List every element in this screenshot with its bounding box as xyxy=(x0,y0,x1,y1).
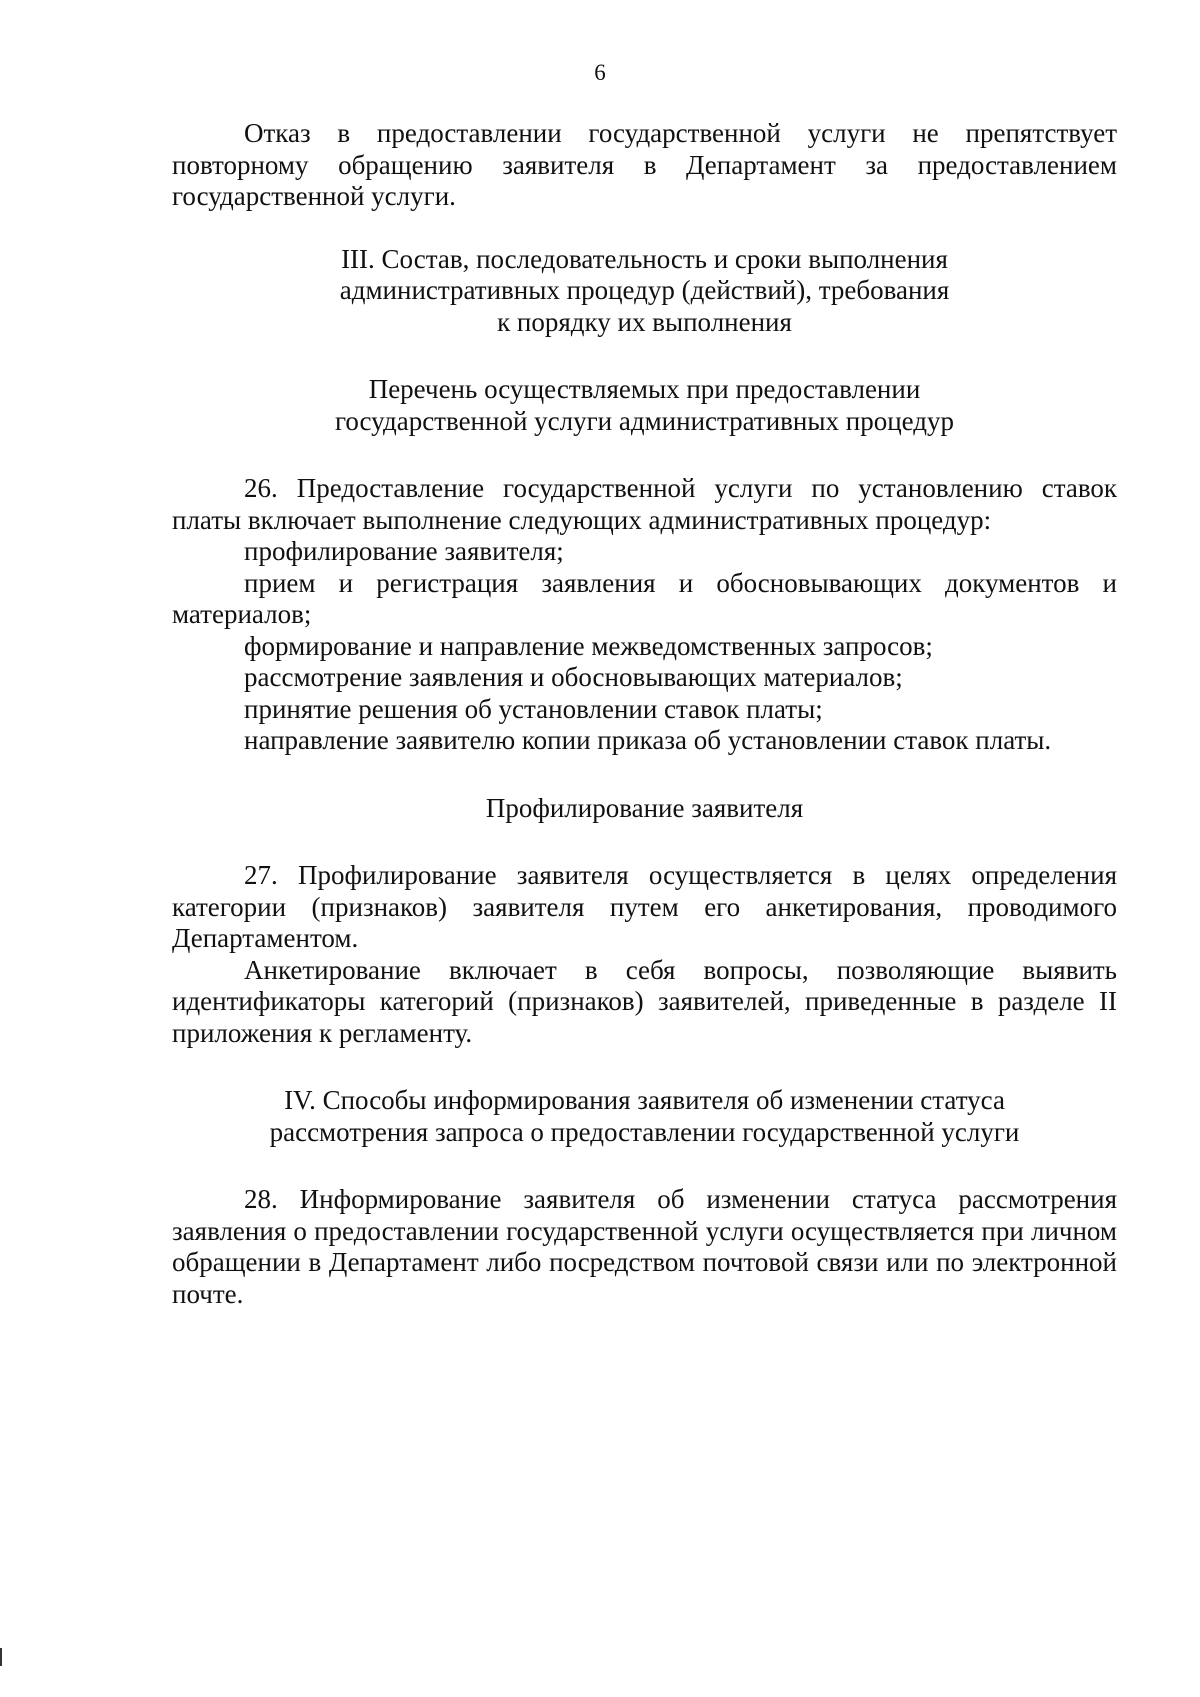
procedure-item: формирование и направление межведомственных запросов; xyxy=(244,630,933,661)
procedure-item: прием и регистрация заявления и обосновывающих документов и материалов; xyxy=(172,567,1117,629)
item-27-continuation: Анкетирование включает в себя вопросы, позволяющие выявить идентификаторы категорий (признаков) заявителей, приведенные в разделе II приложения к регламенту. xyxy=(172,954,1117,1048)
section-4-title-line: IV. Способы информирования заявителя об изменении статуса xyxy=(284,1085,1005,1115)
procedure-item: направление заявителю копии приказа об установлении ставок платы. xyxy=(244,725,1052,755)
section-3-title-line: III. Состав, последовательность и сроки выполнения xyxy=(341,243,948,274)
section-4-title-line: рассмотрения запроса о предоставлении государственной услуги xyxy=(269,1116,1020,1147)
procedures-heading-line: государственной услуги административных процедур xyxy=(334,405,955,436)
page-number: 6 xyxy=(594,60,606,85)
item-27-paragraph: 27. Профилирование заявителя осуществляется в целях определения категории (признаков) заявителя путем его анкетирования, проводимого Департаментом. xyxy=(172,860,1117,953)
procedures-heading-line: Перечень осуществляемых при предоставлении xyxy=(368,374,921,404)
item-26-paragraph: 26. Предоставление государственной услуги по установлению ставок платы включает выполнение следующих административных процедур: xyxy=(172,473,1117,535)
item-28-paragraph: 28. Информирование заявителя об изменении статуса рассмотрения заявления о предоставлении государственной услуги осуществляется при личном обращении в Департамент либо посредством почтовой связи или по электронной почте. xyxy=(172,1184,1117,1309)
section-4-title xyxy=(172,1085,1117,1148)
procedure-item: рассмотрение заявления и обосновывающих материалов; xyxy=(244,662,903,692)
procedure-item: профилирование заявителя; xyxy=(244,536,564,566)
section-3-title-line: административных процедур (действий), требования xyxy=(339,275,950,305)
section-3-title xyxy=(172,244,1117,339)
procedures-list-heading xyxy=(172,374,1117,437)
procedure-item: принятие решения об установлении ставок платы; xyxy=(244,693,823,724)
profiling-heading: Профилирование заявителя xyxy=(485,792,804,823)
document-body xyxy=(172,118,1117,1310)
intro-paragraph: Отказ в предоставлении государственной услуги не препятствует повторному обращению заявителя в Департамент за предоставлением государственной услуги. xyxy=(172,118,1117,211)
section-3-title-line: к порядку их выполнения xyxy=(497,306,792,337)
scan-edge-mark xyxy=(0,1648,2,1666)
